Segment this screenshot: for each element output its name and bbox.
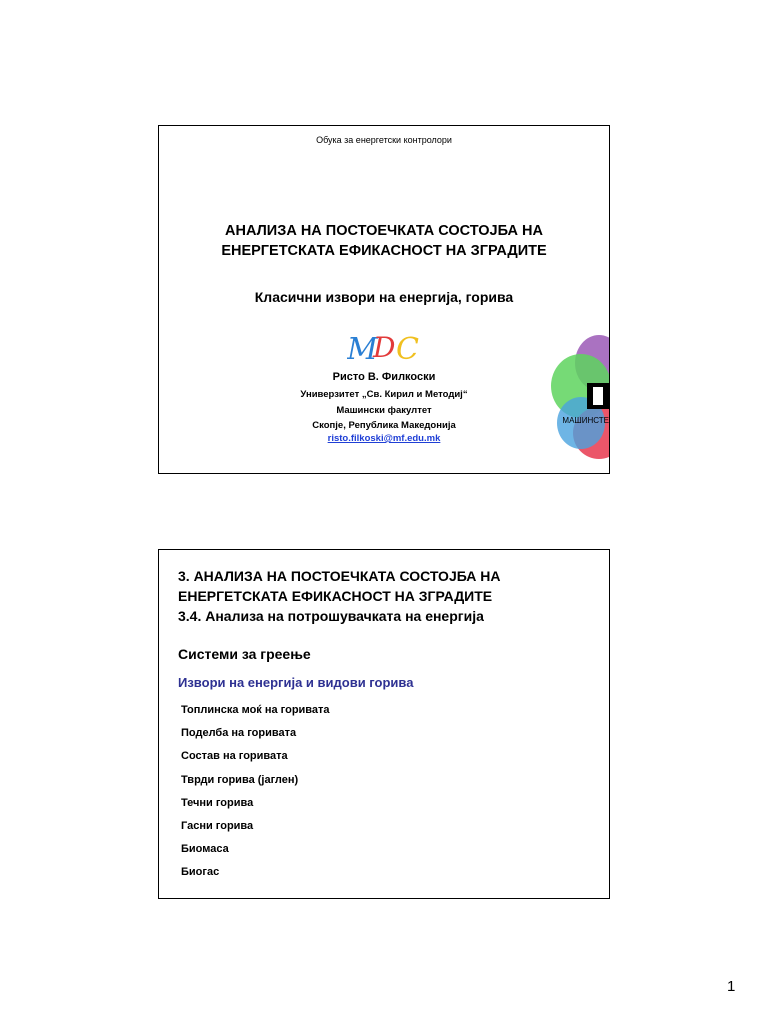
slide-title-line-3: 3.4. Анализа на потрошувачката на енергија [178,608,484,624]
mdc-logo-c: C [396,332,419,366]
slide-title [178,566,501,626]
slide-title-line-1: 3. АНАЛИЗА НА ПОСТОЕЧКАТА СОСТОЈБА НА [178,568,501,584]
email-link[interactable]: risto.filkoski@mf.edu.mk [327,433,441,444]
subsection-heading: Извори на енергија и видови горива [178,675,414,690]
list-item: Поделба на горивата [181,727,297,740]
list-item: Топлинска моќ на горивата [181,704,330,716]
list-item: Состав на горивата [181,750,288,763]
slide-header: Обука за енергетски контролори [316,135,452,145]
mdc-logo [347,326,427,366]
university-name: Универзитет „Св. Кирил и Методиј“ [300,389,468,400]
content-slide [158,549,610,899]
slide-subtitle: Класични извори на енергија, горива [254,289,514,305]
list-item: Тврди горива (јаглен) [181,773,299,786]
slide-title [159,221,609,261]
section-heading: Системи за греење [178,646,311,662]
list-item: Течни горива [181,796,254,809]
mdc-logo-m: M [347,332,378,366]
topic-list [181,703,330,889]
author-name: Ристо В. Филкоски [332,371,436,383]
list-item: Гасни горива [181,819,254,832]
faculty-logo [551,331,610,461]
faculty-name: Машински факултет [336,405,432,416]
slide-title-line-1: АНАЛИЗА НА ПОСТОЕЧКАТА СОСТОЈБА НА [225,223,543,239]
list-item: Биомаса [181,843,229,856]
slide-title-line-2: ЕНЕРГЕТСКАТА ЕФИКАСНОСТ НА ЗГРАДИТЕ [178,588,493,604]
title-slide [158,125,610,474]
list-item: Биогас [181,866,220,879]
slide-title-line-2: ЕНЕРГЕТСКАТА ЕФИКАСНОСТ НА ЗГРАДИТЕ [221,243,547,259]
location-text: Скопје, Република Македонија [312,420,456,431]
faculty-logo-text: МАШИНСТЕ [562,416,609,425]
mdc-logo-d: D [373,331,396,364]
page-number: 1 [727,978,736,995]
